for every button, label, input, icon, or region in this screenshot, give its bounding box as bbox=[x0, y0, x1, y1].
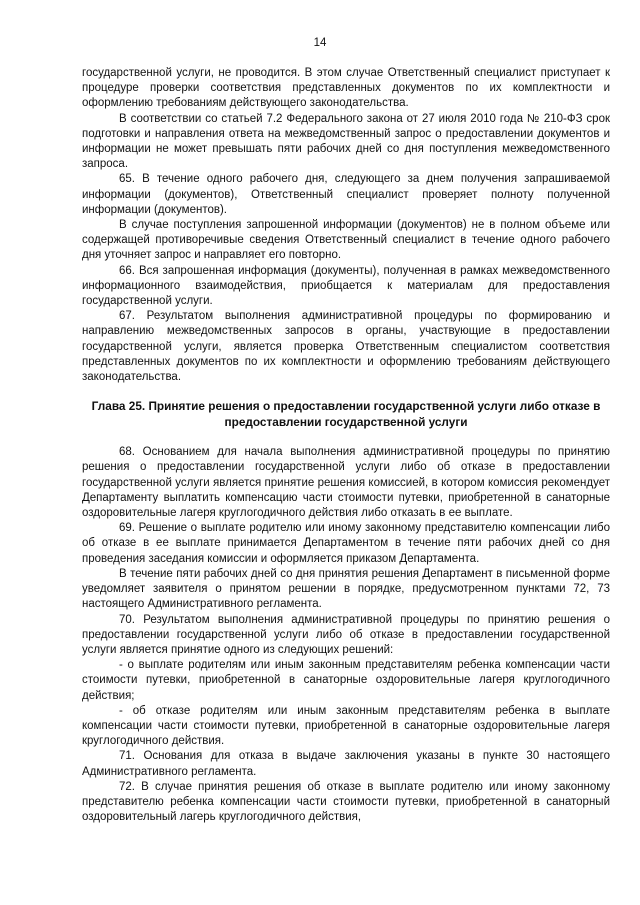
paragraph: 71. Основания для отказа в выдаче заключения указаны в пункте 30 настоящего Административного регламента. bbox=[82, 750, 610, 778]
paragraphs-after-chapter bbox=[82, 445, 610, 825]
paragraph: 69. Решение о выплате родителю или иному законному представителю компенсации либо об отказе в ее выплате принимается Департаментом в течение пяти рабочих дней со дня проведения заседания комиссии и оформляется приказом Департамента. bbox=[82, 522, 610, 565]
paragraph: 65. В течение одного рабочего дня, следующего за днем получения запрашиваемой информации (документов), Ответственный специалист проверяет полноту полученной информации (документов). bbox=[82, 173, 610, 216]
paragraph: государственной услуги, не проводится. В этом случае Ответственный специалист приступает к процедуре проверки соответствия представленных документов по их комплектности и оформлению требованиям действующего законодательства. bbox=[82, 67, 610, 110]
paragraph: 67. Результатом выполнения административной процедуры по формированию и направлению межведомственных запросов в органы, участвующие в предоставлении государственной услуги, является проверка Ответственным специалистом соответствия представленных документов по их комплектности и оформлению требованиям действующего законодательства. bbox=[82, 310, 610, 384]
chapter-heading: Глава 25. Принятие решения о предоставлении государственной услуги либо отказе в предоставлении государственной услуги bbox=[91, 399, 601, 429]
paragraph: 68. Основанием для начала выполнения административной процедуры по принятию решения о предоставлении государственной услуги либо об отказе в предоставлении государственной услуги является принятие решения комиссией, в котором комиссия рекомендует Департаменту выплатить компенсацию части стоимости путевки, приобретенной в санаторные оздоровительные лагеря круглогодичного действия либо отказать в ее выплате. bbox=[82, 446, 610, 520]
paragraph: В течение пяти рабочих дней со дня принятия решения Департамент в письменной форме уведомляет заявителя о принятом решении в порядке, предусмотренном пунктами 72, 73 настоящего Административного регламента. bbox=[82, 567, 610, 611]
paragraph: - об отказе родителям или иным законным представителям ребенка в выплате компенсации части стоимости путевки, приобретенной в санаторные оздоровительные лагеря круглогодичного действия. bbox=[82, 704, 610, 748]
paragraph: В соответствии со статьей 7.2 Федерального закона от 27 июля 2010 года № 210-ФЗ срок подготовки и направления ответа на межведомственный запрос о предоставлении документов и информации не может превышать пяти рабочих дней со дня поступления межведомственного запроса. bbox=[82, 112, 610, 171]
paragraph: В случае поступления запрошенной информации (документов) не в полном объеме или содержащей противоречивые сведения Ответственный специалист в течение одного рабочего дня уточняет запрос и направляет его повторно. bbox=[82, 219, 610, 262]
paragraph: 66. Вся запрошенная информация (документы), полученная в рамках межведомственного информационного взаимодействия, приобщается к материалам для предоставления государственной услуги. bbox=[82, 264, 610, 308]
paragraph: - о выплате родителям или иным законным представителям ребенка компенсации части стоимости путевки, приобретенной в санаторные оздоровительные лагеря круглогодичного действия; bbox=[82, 659, 610, 702]
paragraph: 70. Результатом выполнения административной процедуры по принятию решения о предоставлении государственной услуги либо об отказе в предоставлении государственной услуги является принятие одного из следующих решений: bbox=[82, 613, 610, 656]
paragraph: 72. В случае принятия решения об отказе в выплате родителю или иному законному представителю ребенка компенсации части стоимости путевки, приобретенной в санаторный оздоровительный лагерь круглогодичного действия, bbox=[82, 780, 610, 824]
page-number: 14 bbox=[313, 37, 327, 49]
document-body bbox=[82, 66, 610, 825]
paragraphs-before-chapter bbox=[82, 66, 610, 385]
